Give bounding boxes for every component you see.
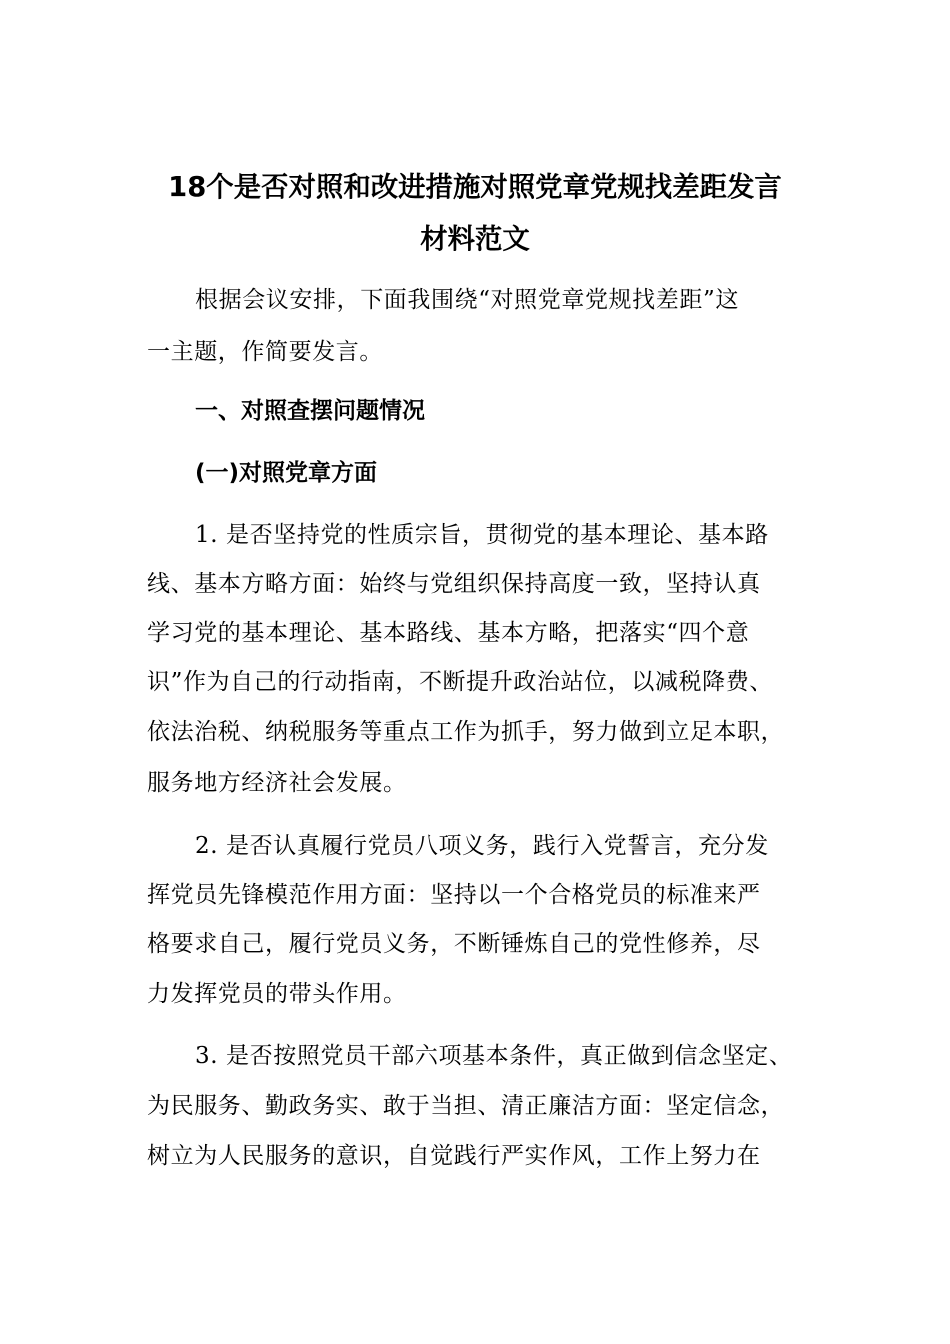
- item1-line-6: 服务地方经济社会发展。: [147, 770, 407, 796]
- item2-line-3: 格要求自己，履行党员义务，不断锤炼自己的党性修养，尽: [147, 931, 761, 957]
- subsection-heading: (一)对照党章方面: [195, 460, 378, 486]
- item1-line-3: 学习党的基本理论、基本路线、基本方略，把落实“四个意: [147, 620, 750, 646]
- item2-line-4: 力发挥党员的带头作用。: [147, 981, 407, 1007]
- item2-line-2: 挥党员先锋模范作用方面：坚持以一个合格党员的标准来严: [147, 882, 761, 908]
- document-title-line-1: 18个是否对照和改进措施对照党章党规找差距发言: [168, 172, 782, 203]
- item1-line-2: 线、基本方略方面：始终与党组织保持高度一致，坚持认真: [147, 571, 761, 597]
- section-heading: 一、对照查摆问题情况: [195, 398, 425, 424]
- item1-line-5: 依法治税、纳税服务等重点工作为抓手，努力做到立足本职，: [147, 719, 785, 745]
- item1-line-4: 识”作为自己的行动指南，不断提升政治站位，以减税降费、: [147, 669, 773, 695]
- item3-line-1: 3. 是否按照党员干部六项基本条件，真正做到信念坚定、: [195, 1043, 793, 1069]
- item1-line-1: 1. 是否坚持党的性质宗旨，贯彻党的基本理论、基本路: [195, 522, 769, 548]
- intro-line-1: 根据会议安排，下面我围绕“对照党章党规找差距”这: [195, 287, 739, 313]
- item2-line-1: 2. 是否认真履行党员八项义务，践行入党誓言，充分发: [195, 833, 769, 859]
- item3-line-3: 树立为人民服务的意识，自觉践行严实作风，工作上努力在: [147, 1143, 761, 1169]
- intro-line-2: 一主题，作简要发言。: [147, 339, 383, 365]
- item3-line-2: 为民服务、勤政务实、敢于当担、清正廉洁方面：坚定信念，: [147, 1093, 785, 1119]
- document-title-line-2: 材料范文: [420, 224, 530, 255]
